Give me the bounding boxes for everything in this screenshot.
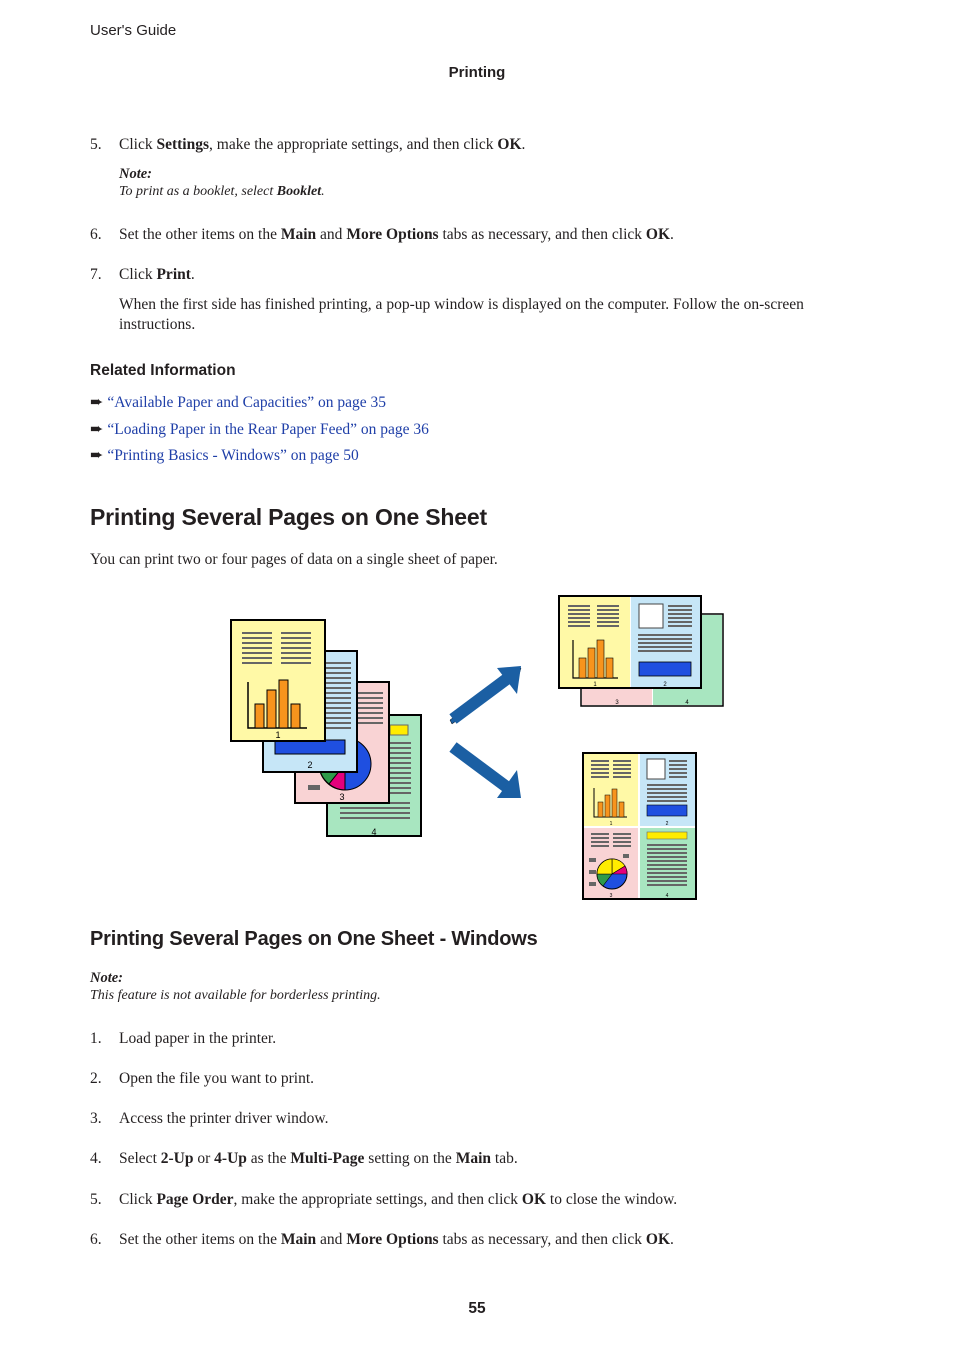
four-up-result [583,753,696,899]
page-number: 55 [468,1300,486,1317]
step-text: Set the other items on the Main and More Options tabs as necessary, and then click OK. [119,226,674,243]
section-title: Printing Several Pages on One Sheet [90,504,487,530]
page-1-yellow [231,620,325,741]
link-printing-basics[interactable]: “Printing Basics - Windows” on page 50 [107,447,359,464]
step-text: Open the file you want to print. [119,1070,314,1087]
svg-text:4: 4 [685,700,689,706]
related-info-heading: Related Information [90,362,236,379]
page-label: 4 [371,827,377,837]
arrow-right-icon: ➨ [90,394,104,411]
step-number: 5. [90,1191,102,1208]
arrow-down-right-icon [453,747,521,798]
step-number: 7. [90,266,102,283]
multi-page-illustration [225,592,730,904]
note-label: Note: [119,166,153,182]
page-label: 2 [307,760,313,770]
step-number: 3. [90,1110,102,1127]
arrow-up-right-icon [450,666,521,724]
note-borderless [90,970,381,1004]
note-text: This feature is not available for borderless printing. [90,988,381,1003]
svg-text:1: 1 [593,682,597,688]
step-number: 1. [90,1030,102,1047]
svg-text:3: 3 [615,700,619,706]
link-paper-capacities[interactable]: “Available Paper and Capacities” on page 35 [107,394,387,411]
page-label: 1 [275,730,281,740]
step-number: 6. [90,226,102,243]
step-text: Click Print. [119,266,195,283]
note-label: Note: [90,970,124,986]
related-link-item [90,443,429,470]
link-rear-paper-feed[interactable]: “Loading Paper in the Rear Paper Feed” on page 36 [107,420,429,438]
svg-text:3: 3 [609,893,613,899]
svg-text:2: 2 [665,821,669,827]
subsection-title: Printing Several Pages on One Sheet - Windows [90,928,538,950]
svg-text:1: 1 [609,821,613,827]
step-text: Access the printer driver window. [119,1110,329,1127]
page-label: 3 [339,792,345,802]
arrow-right-icon: ➨ [90,447,104,464]
svg-text:2: 2 [663,682,667,688]
note-text: To print as a booklet, select Booklet. [119,184,325,199]
step-number: 6. [90,1231,102,1248]
section-intro: You can print two or four pages of data on a single sheet of paper. [90,551,498,568]
note-booklet [119,166,325,200]
step-text: Select 2-Up or 4-Up as the Multi-Page setting on the Main tab. [119,1150,518,1167]
arrow-right-icon: ➨ [90,420,104,438]
step-number: 5. [90,136,102,153]
step-text: Click Page Order, make the appropriate settings, and then click OK to close the window. [119,1191,678,1208]
step-7-detail: When the first side has finished printing, a pop-up window is displayed on the computer. Follow the on-screen instructions. [119,296,804,333]
related-link-item [90,417,429,444]
svg-text:4: 4 [665,893,669,899]
step-text: Load paper in the printer. [119,1030,277,1047]
related-links [90,390,429,470]
step-number: 4. [90,1150,102,1167]
running-header-guide: User's Guide [90,22,177,39]
running-header-chapter: Printing [448,64,506,81]
related-link-item [90,390,429,417]
step-number: 2. [90,1070,102,1087]
step-text: Set the other items on the Main and More Options tabs as necessary, and then click OK. [119,1231,674,1248]
step-text: Click Settings, make the appropriate settings, and then click OK. [119,136,526,153]
two-up-result [559,596,723,706]
